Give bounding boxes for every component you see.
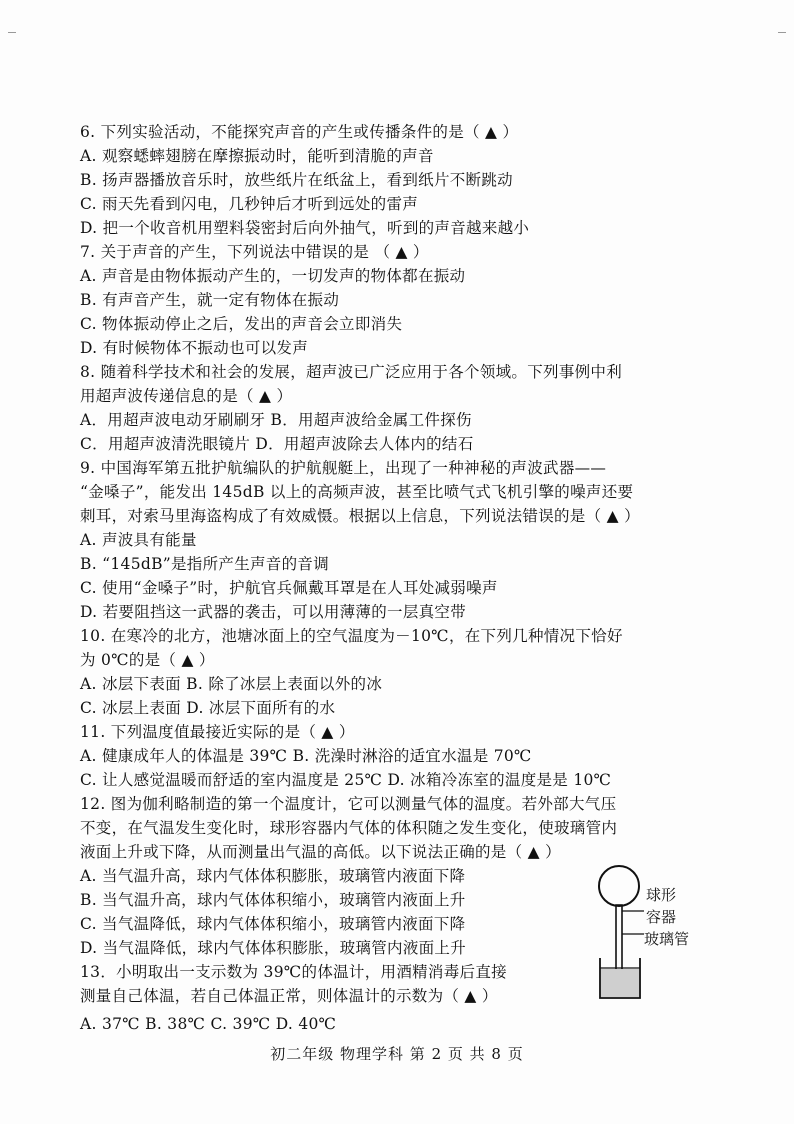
question-9-option-c: C. 使用“金嗓子”时，护航官兵佩戴耳罩是在人耳处减弱噪声 (80, 579, 498, 597)
label-tube: 玻璃管 (644, 930, 690, 948)
question-8-options-ab: A．用超声波电动牙刷刷牙 B．用超声波给金属工件探伤 (80, 411, 472, 429)
water-fill (601, 969, 639, 997)
question-6-option-b: B. 扬声器播放音乐时，放些纸片在纸盆上，看到纸片不断跳动 (80, 171, 513, 189)
question-12-line-2: 不变，在气温发生变化时，球形容器内气体的体积随之发生变化，使玻璃管内 (80, 819, 618, 837)
question-11-options-cd: C. 让人感觉温暖而舒适的室内温度是 25℃ D. 冰箱冷冻室的温度是是 10℃ (80, 771, 612, 789)
question-8-options-cd: C．用超声波清洗眼镜片 D．用超声波除去人体内的结石 (80, 435, 474, 453)
question-10-line-2: 为 0℃的是（ ▲ ） (80, 651, 215, 669)
question-9-option-a: A. 声波具有能量 (80, 531, 197, 549)
question-7-option-c: C. 物体振动停止之后，发出的声音会立即消失 (80, 315, 403, 333)
question-12-line-3: 液面上升或下降，从而测量出气温的高低。以下说法正确的是（ ▲ ） (80, 843, 561, 861)
question-12-option-d: D. 当气温降低，球内气体体积膨胀，玻璃管内液面上升 (80, 939, 467, 957)
question-9-line-3: 刺耳，对索马里海盗构成了有效威慑。根据以上信息，下列说法错误的是（ ▲ ） (80, 507, 640, 525)
question-7-option-d: D. 有时候物体不振动也可以发声 (80, 339, 309, 357)
question-7-option-b: B. 有声音产生，就一定有物体在振动 (80, 291, 340, 309)
question-8: 8. 随着科学技术和社会的发展，超声波已广泛应用于各个领域。下列事例中利 (80, 363, 623, 381)
question-6-option-c: C. 雨天先看到闪电，几秒钟后才听到远处的雷声 (80, 195, 419, 213)
question-11: 11. 下列温度值最接近实际的是（ ▲ ） (80, 723, 355, 741)
label-ball-line-2: 容器 (646, 908, 677, 926)
glass-bulb (599, 866, 639, 906)
question-10-options-cd: C. 冰层上表面 D. 冰层下面所有的水 (80, 699, 336, 717)
question-10-options-ab: A. 冰层下表面 B. 除了冰层上表面以外的冰 (80, 675, 383, 693)
scan-mark-right (778, 32, 786, 37)
question-12-option-c: C. 当气温降低，球内气体体积缩小，玻璃管内液面下降 (80, 915, 466, 933)
question-11-options-ab: A. 健康成年人的体温是 39℃ B. 洗澡时淋浴的适宜水温是 70℃ (80, 747, 532, 765)
question-12: 12. 图为伽利略制造的第一个温度计，它可以测量气体的温度。若外部大气压 (80, 795, 617, 813)
label-ball-line-1: 球形 (646, 886, 677, 904)
question-13-line-2: 测量自己体温，若自己体温正常，则体温计的示数为（ ▲ ） (80, 987, 498, 1005)
question-7-option-a: A. 声音是由物体振动产生的，一切发声的物体都在振动 (80, 267, 466, 285)
question-12-option-b: B. 当气温升高，球内气体体积缩小，玻璃管内液面上升 (80, 891, 466, 909)
question-13-options: A. 37℃ B. 38℃ C. 39℃ D. 40℃ (80, 1015, 337, 1033)
question-10: 10. 在寒冷的北方，池塘冰面上的空气温度为－10℃，在下列几种情况下恰好 (80, 627, 623, 645)
question-9-option-d: D. 若要阻挡这一武器的袭击，可以用薄薄的一层真空带 (80, 603, 467, 621)
question-9-line-2: “金嗓子”，能发出 145dB 以上的高频声波，甚至比喷气式飞机引擎的噪声还要 (80, 483, 634, 501)
question-9-option-b: B. “145dB”是指所产生声音的音调 (80, 555, 329, 573)
question-6: 6. 下列实验活动，不能探究声音的产生或传播条件的是（ ▲ ） (80, 123, 519, 141)
question-7: 7. 关于声音的产生，下列说法中错误的是 （ ▲ ） (80, 243, 429, 261)
question-9: 9. 中国海军第五批护航编队的护航舰艇上，出现了一种神秘的声波武器—— (80, 459, 607, 477)
question-12-option-a: A. 当气温升高，球内气体体积膨胀，玻璃管内液面下降 (80, 867, 466, 885)
question-13: 13．小明取出一支示数为 39℃的体温计，用酒精消毒后直接 (80, 963, 507, 981)
question-6-option-d: D. 把一个收音机用塑料袋密封后向外抽气，听到的声音越来越小 (80, 219, 530, 237)
galileo-thermometer-diagram (586, 856, 696, 1006)
question-6-option-a: A. 观察蟋蟀翅膀在摩擦振动时，能听到清脆的声音 (80, 147, 434, 165)
question-8-line-2: 用超声波传递信息的是（ ▲ ） (80, 387, 293, 405)
page-footer: 初二年级 物理学科 第 2 页 共 8 页 (270, 1045, 524, 1063)
scan-mark-left (8, 32, 16, 37)
